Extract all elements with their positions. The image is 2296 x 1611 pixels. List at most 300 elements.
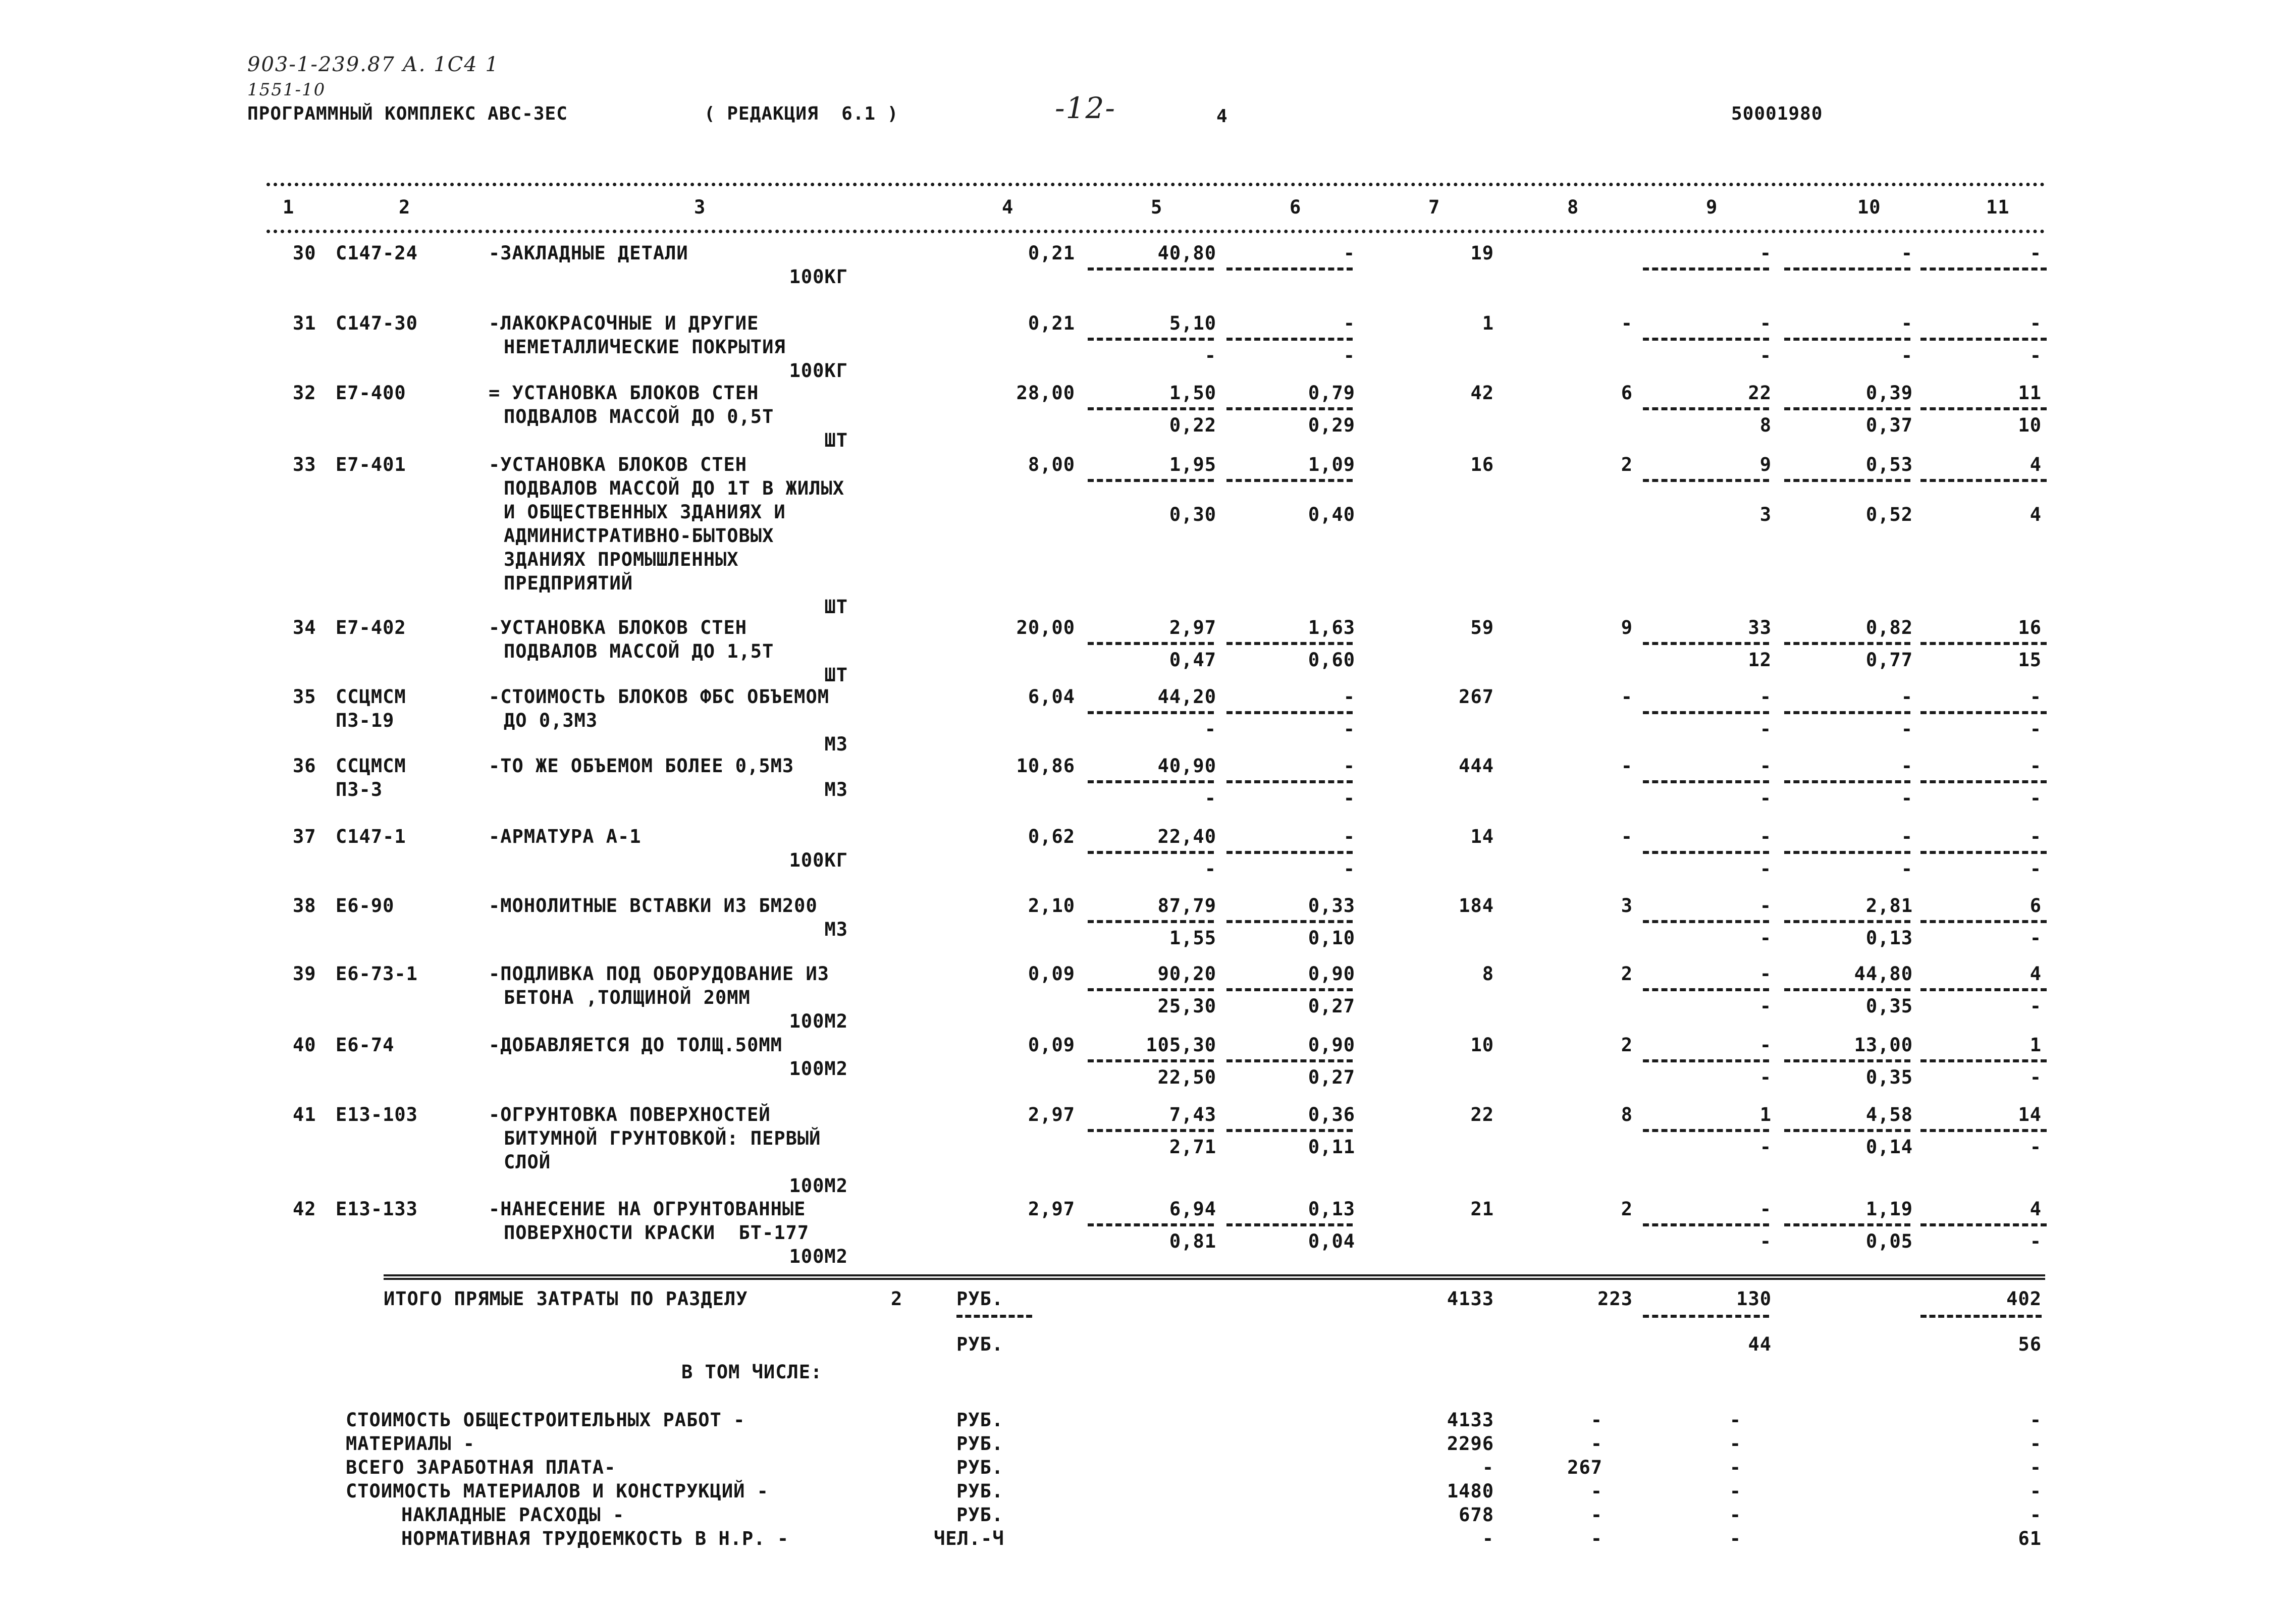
row-c9-lower: - — [1759, 787, 1772, 809]
row-c11-lower: - — [2030, 1136, 2042, 1158]
row-description: -УСТАНОВКА БЛОКОВ СТЕН — [489, 454, 747, 475]
row-c9-lower: - — [1759, 1136, 1772, 1158]
row-c6-lower: 0,27 — [1308, 1066, 1355, 1088]
row-c11-upper: - — [2030, 312, 2042, 334]
cell-divider — [1643, 988, 1769, 991]
row-c6-lower: 0,10 — [1308, 927, 1355, 949]
row-c9-lower: - — [1759, 858, 1772, 880]
cell-divider — [1643, 711, 1769, 714]
row-c9-upper: - — [1759, 826, 1772, 847]
row-col7: 22 — [1470, 1104, 1494, 1125]
row-description: -ЗАКЛАДНЫЕ ДЕТАЛИ — [489, 242, 688, 264]
cell-divider — [1088, 338, 1214, 341]
row-col8: - — [1621, 312, 1633, 334]
row-c6-lower: 0,29 — [1308, 414, 1355, 436]
handwritten-reference: 903-1-239.87 А. 1С4 1 — [247, 53, 499, 76]
row-description: ПОВЕРХНОСТИ КРАСКИ БТ-177 — [504, 1222, 810, 1244]
row-c9-lower: - — [1759, 718, 1772, 740]
row-number: 35 — [293, 686, 316, 708]
summary-unit: РУБ. — [956, 1480, 1004, 1502]
cell-divider — [1920, 851, 2047, 854]
row-unit: 100КГ — [789, 266, 848, 288]
cell-divider — [1088, 479, 1214, 482]
row-c6-upper: 0,13 — [1308, 1198, 1355, 1220]
row-col7: 444 — [1459, 755, 1494, 777]
row-c11-lower: - — [2030, 1230, 2042, 1252]
row-description: ПОДВАЛОВ МАССОЙ ДО 1,5Т — [504, 640, 774, 662]
row-c5-upper: 40,90 — [1157, 755, 1216, 777]
row-col7: 19 — [1470, 242, 1494, 264]
cell-divider — [1784, 338, 1910, 341]
cell-divider — [1088, 1059, 1214, 1062]
row-c10-upper: 2,81 — [1865, 895, 1913, 917]
row-quantity: 2,97 — [1028, 1104, 1075, 1125]
row-c10-lower: - — [1901, 345, 1913, 366]
totals-unit-2: РУБ. — [956, 1333, 1004, 1355]
row-number: 34 — [293, 617, 316, 638]
row-description: -ПОДЛИВКА ПОД ОБОРУДОВАНИЕ ИЗ — [489, 963, 830, 985]
page-suffix: 4 — [1216, 106, 1228, 127]
cell-divider — [1784, 851, 1910, 854]
cell-divider — [1643, 1129, 1769, 1132]
row-c6-lower: 0,27 — [1308, 995, 1355, 1017]
row-quantity: 28,00 — [1016, 382, 1075, 404]
column-header-4: 4 — [1002, 196, 1014, 218]
row-c10-upper: 0,82 — [1865, 617, 1913, 638]
cell-divider — [1226, 988, 1353, 991]
cell-divider — [1226, 1223, 1353, 1226]
row-col7: 8 — [1482, 963, 1494, 985]
row-c11-lower: - — [2030, 787, 2042, 809]
row-unit: ШТ — [824, 596, 848, 618]
row-description: -АРМАТУРА А-1 — [489, 826, 642, 847]
row-c10-upper: - — [1901, 755, 1913, 777]
cell-divider — [1784, 920, 1910, 923]
top-rule — [266, 183, 2045, 186]
row-c6-upper: 0,90 — [1308, 1034, 1355, 1056]
column-header-11: 11 — [1986, 196, 2010, 218]
totals-label: ИТОГО ПРЯМЫЕ ЗАТРАТЫ ПО РАЗДЕЛУ — [384, 1288, 748, 1310]
summary-col8: - — [1590, 1528, 1603, 1549]
summary-label: СТОИМОСТЬ МАТЕРИАЛОВ И КОНСТРУКЦИЙ - — [346, 1480, 769, 1502]
cell-divider — [1920, 711, 2047, 714]
cell-divider — [1784, 267, 1910, 271]
row-col7: 42 — [1470, 382, 1494, 404]
row-description: -ОГРУНТОВКА ПОВЕРХНОСТЕЙ — [489, 1104, 771, 1125]
row-c11-upper: - — [2030, 686, 2042, 708]
cell-divider — [1784, 1129, 1910, 1132]
column-header-5: 5 — [1151, 196, 1163, 218]
row-code: Е6-74 — [336, 1034, 395, 1056]
row-c11-lower: - — [2030, 927, 2042, 949]
row-description: -НАНЕСЕНИЕ НА ОГРУНТОВАННЫЕ — [489, 1198, 806, 1220]
row-c9-lower: - — [1759, 927, 1772, 949]
summary-col7: 2296 — [1447, 1433, 1494, 1455]
cell-divider — [1784, 407, 1910, 410]
row-quantity: 8,00 — [1028, 454, 1075, 475]
row-c6-lower: 0,60 — [1308, 649, 1355, 671]
row-c9-lower: - — [1759, 995, 1772, 1017]
row-col7: 59 — [1470, 617, 1494, 638]
row-number: 32 — [293, 382, 316, 404]
totals-col11: 402 — [2006, 1288, 2042, 1310]
row-description: ЗДАНИЯХ ПРОМЫШЛЕННЫХ — [504, 549, 739, 570]
row-col8: 2 — [1621, 963, 1633, 985]
row-c6-upper: 0,36 — [1308, 1104, 1355, 1125]
summary-unit: ЧЕЛ.-Ч — [934, 1528, 1004, 1549]
page-number: -12- — [1055, 91, 1116, 125]
cell-divider — [1784, 642, 1910, 645]
row-c6-upper: 0,90 — [1308, 963, 1355, 985]
summary-col8: - — [1590, 1409, 1603, 1431]
row-c11-upper: 11 — [2018, 382, 2042, 404]
row-number: 40 — [293, 1034, 316, 1056]
row-number: 42 — [293, 1198, 316, 1220]
row-c5-lower: 1,55 — [1169, 927, 1216, 949]
cell-divider — [1784, 1059, 1910, 1062]
row-c9-upper: 1 — [1759, 1104, 1772, 1125]
row-description: ДО 0,3М3 — [504, 710, 598, 731]
column-header-7: 7 — [1428, 196, 1440, 218]
row-description: -ЛАКОКРАСОЧНЫЕ И ДРУГИЕ — [489, 312, 759, 334]
row-c9-upper: - — [1759, 1034, 1772, 1056]
row-number: 30 — [293, 242, 316, 264]
cell-divider — [1643, 851, 1769, 854]
cell-divider — [1088, 988, 1214, 991]
row-c5-upper: 1,95 — [1169, 454, 1216, 475]
row-c9-lower: - — [1759, 1230, 1772, 1252]
row-c11-upper: - — [2030, 242, 2042, 264]
row-c5-upper: 6,94 — [1169, 1198, 1216, 1220]
cell-divider — [1784, 780, 1910, 783]
totals-col7: 4133 — [1447, 1288, 1494, 1310]
row-unit: М3 — [824, 779, 848, 800]
row-c10-upper: - — [1901, 686, 1913, 708]
row-c11-upper: - — [2030, 755, 2042, 777]
totals-col9: 130 — [1736, 1288, 1772, 1310]
row-c5-upper: 40,80 — [1157, 242, 1216, 264]
row-c5-upper: 1,50 — [1169, 382, 1216, 404]
row-c9-upper: - — [1759, 895, 1772, 917]
row-code: С147-1 — [336, 826, 406, 847]
program-title: ПРОГРАММНЫЙ КОМПЛЕКС АВС-ЗЕС — [247, 103, 568, 124]
totals-rule — [384, 1274, 2045, 1280]
cell-divider — [1226, 479, 1353, 482]
row-c6-upper: - — [1343, 312, 1355, 334]
row-c10-lower: - — [1901, 787, 1913, 809]
row-code: Е7-401 — [336, 454, 406, 475]
cell-divider — [1226, 642, 1353, 645]
row-col7: 21 — [1470, 1198, 1494, 1220]
row-quantity: 0,09 — [1028, 1034, 1075, 1056]
row-number: 38 — [293, 895, 316, 917]
row-col8: 2 — [1621, 1034, 1633, 1056]
row-col8: 3 — [1621, 895, 1633, 917]
row-c11-lower: 4 — [2030, 504, 2042, 525]
row-c6-upper: 0,33 — [1308, 895, 1355, 917]
row-unit: 100М2 — [789, 1010, 848, 1032]
row-c10-lower: 0,52 — [1865, 504, 1913, 525]
column-header-2: 2 — [399, 196, 411, 218]
row-c10-upper: 4,58 — [1865, 1104, 1913, 1125]
cell-divider — [1088, 407, 1214, 410]
totals-section-number: 2 — [891, 1288, 903, 1310]
cell-divider — [1226, 1059, 1353, 1062]
row-unit: 100КГ — [789, 360, 848, 382]
row-description: БЕТОНА ,ТОЛЩИНОЙ 20ММ — [504, 987, 751, 1008]
row-col7: 184 — [1459, 895, 1494, 917]
row-c10-upper: - — [1901, 312, 1913, 334]
summary-label: МАТЕРИАЛЫ - — [346, 1433, 475, 1455]
summary-col8: - — [1590, 1433, 1603, 1455]
row-c9-lower: - — [1759, 1066, 1772, 1088]
row-c9-upper: - — [1759, 1198, 1772, 1220]
row-number: 41 — [293, 1104, 316, 1125]
row-col8: - — [1621, 826, 1633, 847]
row-c6-lower: - — [1343, 858, 1355, 880]
handwritten-sheet: 1551-10 — [247, 80, 326, 100]
row-c6-lower: 0,11 — [1308, 1136, 1355, 1158]
row-c11-upper: 6 — [2030, 895, 2042, 917]
row-c9-upper: - — [1759, 963, 1772, 985]
cell-divider — [1643, 479, 1769, 482]
cell-divider — [1784, 711, 1910, 714]
summary-col9: - — [1729, 1504, 1741, 1526]
cell-divider — [1784, 1223, 1910, 1226]
row-c11-lower: 10 — [2018, 414, 2042, 436]
row-c9-upper: - — [1759, 242, 1772, 264]
cell-divider — [1920, 920, 2047, 923]
cell-divider — [1643, 920, 1769, 923]
row-c10-upper: 0,39 — [1865, 382, 1913, 404]
row-code-line2: П3-3 — [336, 779, 383, 800]
row-c5-upper: 90,20 — [1157, 963, 1216, 985]
row-description: ПОДВАЛОВ МАССОЙ ДО 0,5Т — [504, 406, 774, 427]
row-c10-lower: 0,35 — [1865, 995, 1913, 1017]
cell-divider — [1226, 780, 1353, 783]
cell-divider — [1088, 920, 1214, 923]
summary-col8: - — [1590, 1480, 1603, 1502]
row-c6-upper: 1,63 — [1308, 617, 1355, 638]
column-header-3: 3 — [694, 196, 706, 218]
row-quantity: 0,21 — [1028, 242, 1075, 264]
row-c9-upper: - — [1759, 755, 1772, 777]
document-code: 50001980 — [1731, 103, 1823, 124]
row-c5-lower: 0,81 — [1169, 1230, 1216, 1252]
row-col8: - — [1621, 755, 1633, 777]
cell-divider — [1784, 479, 1910, 482]
cell-divider — [1920, 1129, 2047, 1132]
header-bottom-rule — [266, 230, 2045, 233]
cell-divider — [1226, 851, 1353, 854]
cell-divider — [1643, 1223, 1769, 1226]
row-description: -ТО ЖЕ ОБЪЕМОМ БОЛЕЕ 0,5М3 — [489, 755, 794, 777]
row-description: -ДОБАВЛЯЕТСЯ ДО ТОЛЩ.50ММ — [489, 1034, 782, 1056]
row-col7: 267 — [1459, 686, 1494, 708]
row-c10-lower: 0,77 — [1865, 649, 1913, 671]
row-c5-lower: - — [1204, 345, 1216, 366]
summary-col11: - — [2030, 1504, 2042, 1526]
row-c5-lower: 25,30 — [1157, 995, 1216, 1017]
cell-divider — [1643, 338, 1769, 341]
row-c9-lower: 12 — [1748, 649, 1772, 671]
row-code: Е7-400 — [336, 382, 406, 404]
row-unit: 100М2 — [789, 1175, 848, 1197]
cell-divider — [1920, 642, 2047, 645]
row-c9-upper: - — [1759, 686, 1772, 708]
row-c11-upper: 16 — [2018, 617, 2042, 638]
row-unit: 100КГ — [789, 849, 848, 871]
totals-unit: РУБ. — [956, 1288, 1004, 1310]
row-code: ССЦМСМ — [336, 686, 406, 708]
row-c5-lower: 2,71 — [1169, 1136, 1216, 1158]
cell-divider — [1088, 1223, 1214, 1226]
summary-col7: - — [1482, 1457, 1494, 1478]
column-header-8: 8 — [1567, 196, 1579, 218]
row-unit: ШТ — [824, 664, 848, 686]
summary-col11: - — [2030, 1480, 2042, 1502]
row-col8: 9 — [1621, 617, 1633, 638]
cell-divider — [1920, 1223, 2047, 1226]
row-code: ССЦМСМ — [336, 755, 406, 777]
summary-col8: - — [1590, 1504, 1603, 1526]
row-description: ПРЕДПРИЯТИЙ — [504, 572, 633, 594]
row-c6-upper: - — [1343, 242, 1355, 264]
cell-divider — [956, 1315, 1032, 1318]
row-c11-lower: - — [2030, 995, 2042, 1017]
summary-col9: - — [1729, 1409, 1741, 1431]
row-c11-upper: 14 — [2018, 1104, 2042, 1125]
row-description: И ОБЩЕСТВЕННЫХ ЗДАНИЯХ И — [504, 501, 786, 523]
summary-unit: РУБ. — [956, 1409, 1004, 1431]
summary-col9: - — [1729, 1457, 1741, 1478]
row-c6-upper: - — [1343, 755, 1355, 777]
row-c5-lower: 0,30 — [1169, 504, 1216, 525]
cell-divider — [1226, 711, 1353, 714]
row-col7: 14 — [1470, 826, 1494, 847]
cell-divider — [1088, 642, 1214, 645]
row-c11-upper: 4 — [2030, 1198, 2042, 1220]
row-c6-upper: 1,09 — [1308, 454, 1355, 475]
row-c5-upper: 7,43 — [1169, 1104, 1216, 1125]
cell-divider — [1088, 851, 1214, 854]
cell-divider — [1226, 267, 1353, 271]
cell-divider — [1226, 920, 1353, 923]
row-c5-lower: 0,22 — [1169, 414, 1216, 436]
row-c11-lower: - — [2030, 718, 2042, 740]
summary-unit: РУБ. — [956, 1457, 1004, 1478]
totals-col9-2: 44 — [1748, 1333, 1772, 1355]
cell-divider — [1920, 780, 2047, 783]
row-code: С147-24 — [336, 242, 418, 264]
summary-label: СТОИМОСТЬ ОБЩЕСТРОИТЕЛЬНЫХ РАБОТ - — [346, 1409, 745, 1431]
row-c10-upper: 44,80 — [1854, 963, 1913, 985]
row-description: ПОДВАЛОВ МАССОЙ ДО 1Т В ЖИЛЫХ — [504, 477, 845, 499]
cell-divider — [1784, 988, 1910, 991]
cell-divider — [1088, 711, 1214, 714]
row-c6-lower: 0,04 — [1308, 1230, 1355, 1252]
edition-label: ( РЕДАКЦИЯ 6.1 ) — [704, 103, 899, 124]
row-c10-upper: 1,19 — [1865, 1198, 1913, 1220]
row-c9-upper: 22 — [1748, 382, 1772, 404]
row-quantity: 0,21 — [1028, 312, 1075, 334]
row-description: СЛОЙ — [504, 1151, 551, 1173]
row-col8: 6 — [1621, 382, 1633, 404]
cell-divider — [1643, 780, 1769, 783]
row-c9-lower: 8 — [1759, 414, 1772, 436]
row-description: -УСТАНОВКА БЛОКОВ СТЕН — [489, 617, 747, 638]
row-c11-lower: 15 — [2018, 649, 2042, 671]
row-c10-upper: - — [1901, 826, 1913, 847]
row-col8: 8 — [1621, 1104, 1633, 1125]
row-c10-lower: 0,37 — [1865, 414, 1913, 436]
row-code: Е7-402 — [336, 617, 406, 638]
cell-divider — [1920, 479, 2047, 482]
row-code: С147-30 — [336, 312, 418, 334]
row-c5-upper: 44,20 — [1157, 686, 1216, 708]
row-c11-upper: 4 — [2030, 454, 2042, 475]
cell-divider — [1088, 1129, 1214, 1132]
row-c6-upper: 0,79 — [1308, 382, 1355, 404]
summary-col11: - — [2030, 1457, 2042, 1478]
row-unit: М3 — [824, 733, 848, 755]
row-c6-lower: 0,40 — [1308, 504, 1355, 525]
row-col7: 1 — [1482, 312, 1494, 334]
cell-divider — [1088, 267, 1214, 271]
row-col7: 10 — [1470, 1034, 1494, 1056]
row-col8: 2 — [1621, 454, 1633, 475]
row-c5-upper: 87,79 — [1157, 895, 1216, 917]
row-c5-lower: - — [1204, 858, 1216, 880]
row-code: Е13-103 — [336, 1104, 418, 1125]
row-code-line2: П3-19 — [336, 710, 395, 731]
row-quantity: 2,10 — [1028, 895, 1075, 917]
summary-label: НАКЛАДНЫЕ РАСХОДЫ - — [401, 1504, 625, 1526]
cell-divider — [1088, 780, 1214, 783]
row-c5-upper: 22,40 — [1157, 826, 1216, 847]
cell-divider — [1920, 338, 2047, 341]
column-header-6: 6 — [1290, 196, 1302, 218]
row-quantity: 10,86 — [1016, 755, 1075, 777]
cell-divider — [1920, 1315, 2042, 1318]
row-code: Е6-73-1 — [336, 963, 418, 985]
row-c9-upper: - — [1759, 312, 1772, 334]
row-c9-upper: 9 — [1759, 454, 1772, 475]
row-c5-lower: - — [1204, 787, 1216, 809]
row-unit: ШТ — [824, 429, 848, 451]
row-quantity: 0,62 — [1028, 826, 1075, 847]
row-unit: М3 — [824, 919, 848, 940]
row-c10-lower: 0,35 — [1865, 1066, 1913, 1088]
row-c5-upper: 2,97 — [1169, 617, 1216, 638]
cell-divider — [1226, 1129, 1353, 1132]
column-header-1: 1 — [283, 196, 295, 218]
row-description: -МОНОЛИТНЫЕ ВСТАВКИ ИЗ БМ200 — [489, 895, 818, 917]
row-col8: - — [1621, 686, 1633, 708]
cell-divider — [1643, 407, 1769, 410]
cell-divider — [1643, 1059, 1769, 1062]
row-c9-lower: 3 — [1759, 504, 1772, 525]
row-c11-lower: - — [2030, 1066, 2042, 1088]
cell-divider — [1920, 1059, 2047, 1062]
row-unit: 100М2 — [789, 1246, 848, 1267]
summary-col9: - — [1729, 1528, 1741, 1549]
row-c11-upper: - — [2030, 826, 2042, 847]
row-c11-lower: - — [2030, 858, 2042, 880]
row-c6-upper: - — [1343, 826, 1355, 847]
row-c6-lower: - — [1343, 718, 1355, 740]
row-c6-lower: - — [1343, 345, 1355, 366]
